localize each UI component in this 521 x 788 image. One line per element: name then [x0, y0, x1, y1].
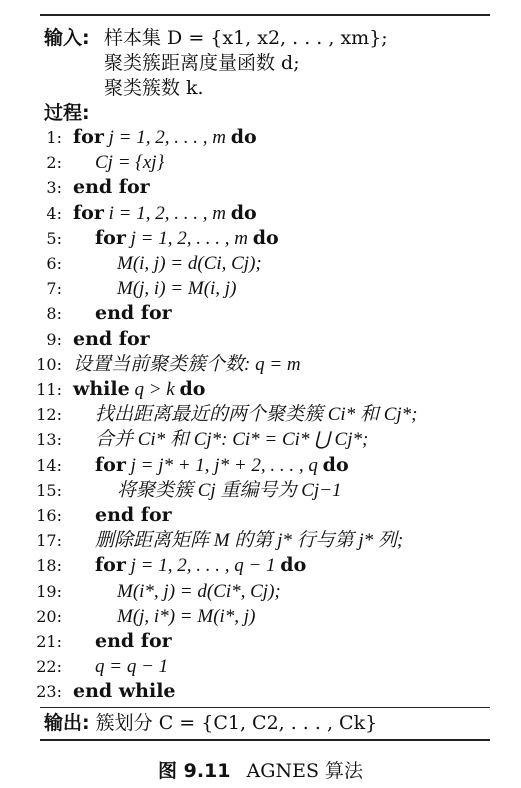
line-number: 16: [36, 506, 62, 525]
line-content [117, 251, 262, 276]
line-content [73, 352, 301, 377]
line-number: 13: [36, 430, 62, 450]
keyword: end for [95, 630, 172, 652]
keyword: for [95, 226, 126, 249]
input-item: 聚类簇数 k. [104, 77, 204, 99]
statement-text: M(i*, j) = d(Ci*, Cj); [117, 580, 281, 602]
line-content [95, 503, 172, 528]
output-section [44, 711, 377, 736]
statement-text: M(i, j) = d(Ci, Cj); [117, 253, 262, 274]
output-text: 簇划分 C = {C1, C2, . . . , Ck} [95, 712, 378, 734]
keyword: do [230, 201, 257, 224]
keyword: do [252, 226, 279, 249]
statement-text: 删除距离矩阵 M 的第 j* 行与第 j* 列; [95, 530, 404, 552]
caption-label: 图 9.11 [158, 760, 231, 782]
statement-text: q > k [129, 379, 180, 400]
line-number: 20: [36, 606, 62, 626]
line-content [117, 478, 341, 503]
line-number: 6: [46, 254, 62, 273]
line-number: 23: [36, 682, 62, 702]
line-number: 8: [46, 304, 62, 324]
line-content [73, 377, 205, 402]
caption-title: AGNES 算法 [246, 760, 363, 782]
statement-text: j = 1, 2, . . . , m [103, 127, 231, 148]
keyword: for [95, 453, 126, 476]
keyword: end for [95, 504, 172, 526]
line-number: 12: [36, 405, 62, 425]
output-label: 输出: [44, 712, 90, 734]
keyword: end for [73, 327, 150, 350]
line-content [117, 276, 236, 301]
keyword: for [73, 126, 104, 148]
statement-text: j = 1, 2, . . . , m [125, 227, 253, 249]
line-number: 1: [46, 128, 62, 147]
line-content [95, 528, 403, 553]
line-number: 10: [36, 354, 62, 374]
keyword: for [95, 554, 126, 577]
line-content [73, 679, 176, 704]
statement-text: q = q − 1 [95, 656, 169, 678]
line-number: 17: [36, 531, 62, 551]
input-item: 聚类簇距离度量函数 d; [104, 52, 300, 74]
keyword: end for [73, 176, 150, 199]
keyword: do [280, 554, 307, 577]
line-number: 4: [46, 203, 62, 223]
line-number: 15: [36, 480, 62, 500]
keyword: for [73, 201, 104, 224]
line-number: 11: [36, 380, 62, 399]
line-content [95, 226, 279, 251]
line-content [117, 604, 255, 629]
keyword: do [322, 453, 349, 476]
line-number: 3: [46, 178, 62, 198]
statement-text: i = 1, 2, . . . , m [103, 202, 231, 224]
line-number: 9: [46, 329, 62, 349]
keyword: do [179, 378, 206, 400]
line-number: 2: [46, 153, 62, 173]
line-content [73, 201, 257, 226]
line-content [73, 175, 150, 200]
line-content [95, 553, 306, 578]
top-rule [40, 14, 490, 16]
keyword: end for [95, 302, 172, 325]
statement-text: 将聚类簇 Cj 重编号为 Cj−1 [117, 479, 342, 501]
line-content [95, 427, 368, 452]
line-content [95, 402, 417, 427]
input-label: 输入: [44, 27, 90, 49]
line-number: 21: [36, 632, 62, 651]
figure-caption [0, 756, 521, 783]
output-rule [40, 707, 490, 708]
statement-text: M(j, i*) = M(i*, j) [117, 605, 256, 627]
line-number: 22: [36, 657, 62, 677]
line-number: 7: [46, 279, 62, 299]
line-number: 14: [36, 455, 62, 475]
line-content [73, 125, 257, 150]
line-content [95, 150, 164, 175]
keyword: end while [73, 680, 176, 703]
line-content [95, 301, 172, 326]
statement-text: j = j* + 1, j* + 2, . . . , q [125, 454, 323, 476]
line-content [73, 327, 150, 352]
statement-text: 找出距离最近的两个聚类簇 Ci* 和 Cj*; [95, 404, 418, 426]
bottom-rule [40, 739, 490, 741]
keyword: do [230, 126, 257, 148]
line-content [95, 453, 349, 478]
process-label: 过程: [44, 102, 90, 124]
input-item: 样本集 D = {x1, x2, . . . , xm}; [104, 27, 388, 49]
line-number: 19: [36, 581, 62, 601]
line-number: 18: [36, 556, 62, 576]
keyword: while [73, 378, 130, 400]
input-section [44, 26, 90, 51]
statement-text: j = 1, 2, . . . , q − 1 [125, 555, 281, 577]
line-content [95, 629, 172, 654]
statement-text: 设置当前聚类簇个数: q = m [73, 353, 301, 375]
statement-text: 合并 Ci* 和 Cj*: Ci* = Ci* ⋃ Cj*; [95, 429, 369, 451]
statement-text: Cj = {xj} [95, 152, 165, 174]
statement-text: M(j, i) = M(i, j) [117, 278, 237, 300]
line-number: 5: [46, 228, 62, 248]
line-content [95, 654, 168, 679]
line-content [117, 579, 281, 604]
